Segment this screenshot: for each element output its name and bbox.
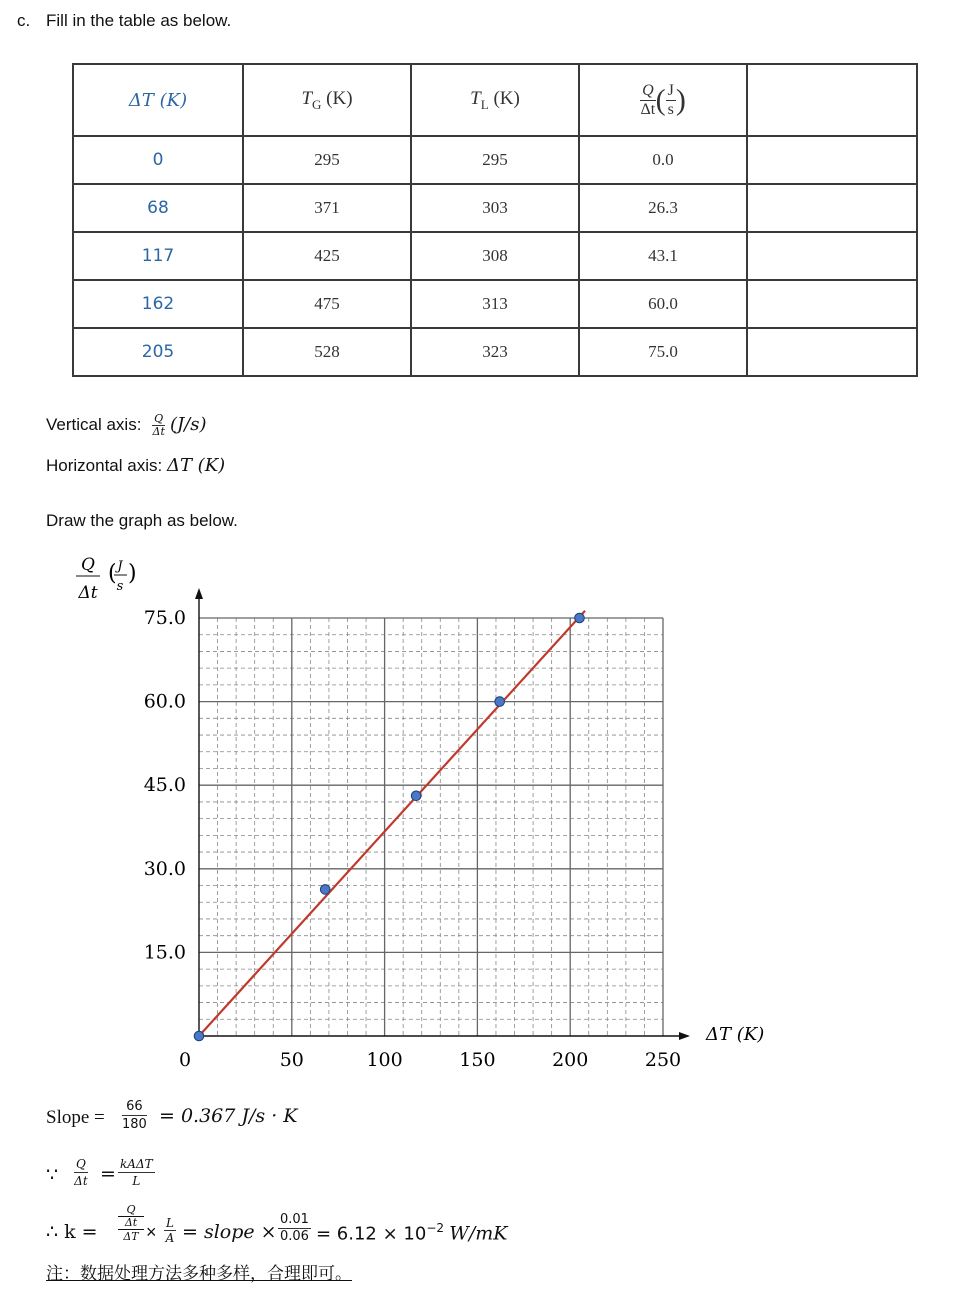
vertical-axis-prefix: Vertical axis: — [46, 414, 142, 434]
header-extra — [747, 64, 917, 136]
y-label-den: Δt — [78, 583, 98, 603]
cell-tl: 295 — [411, 136, 579, 184]
cell-extra — [747, 136, 917, 184]
cell-tg: 295 — [243, 136, 411, 184]
k-line — [46, 1204, 566, 1256]
grid-major — [199, 618, 663, 1036]
chart-axes — [195, 588, 690, 1040]
data-point — [411, 791, 421, 801]
intro-text: Fill in the table as below. — [46, 11, 232, 30]
k-num-bottom: Δt — [118, 1217, 144, 1230]
cell-dt: 68 — [73, 184, 243, 232]
data-point — [320, 885, 330, 895]
x-tick-label: 150 — [459, 1049, 496, 1071]
cell-rate: 0.0 — [579, 136, 747, 184]
x-tick-label: 50 — [279, 1049, 304, 1071]
cell-rate: 26.3 — [579, 184, 747, 232]
x-tick-label: 100 — [366, 1049, 403, 1071]
y-label-unit-num: J — [117, 559, 123, 574]
y-label-num: Q — [81, 555, 95, 575]
data-point — [495, 697, 505, 707]
data-table — [72, 63, 918, 377]
table-row — [73, 136, 917, 184]
k-num-top: Q — [118, 1204, 144, 1217]
times-sign: × — [146, 1222, 157, 1242]
cell-tl: 313 — [411, 280, 579, 328]
cell-dt: 117 — [73, 232, 243, 280]
eq-rhs-den: L — [132, 1174, 141, 1188]
cell-tg: 371 — [243, 184, 411, 232]
grid-minor — [199, 618, 663, 1036]
x-axis-label: ΔT (K) — [706, 1024, 765, 1045]
y-axis-label — [76, 555, 137, 603]
eq-sign: = — [100, 1163, 116, 1185]
cell-extra — [747, 280, 917, 328]
x-tick-label: 250 — [644, 1049, 682, 1071]
eq-den: Δt — [74, 1174, 88, 1188]
y-label-unit-den: s — [116, 579, 124, 594]
fit-line — [199, 611, 585, 1036]
k-unit: W/mK — [449, 1222, 508, 1245]
cell-extra — [747, 184, 917, 232]
therefore-k: ∴ k = — [46, 1221, 98, 1243]
x-axis-arrow — [679, 1032, 690, 1040]
eq-num: Q — [76, 1157, 86, 1171]
cell-extra — [747, 232, 917, 280]
l-den: A — [165, 1231, 175, 1245]
table-row — [73, 232, 917, 280]
y-tick-label: 30.0 — [143, 857, 186, 880]
ratio-num: 0.01 — [280, 1212, 309, 1227]
horizontal-axis-prefix: Horizontal axis: — [46, 456, 163, 475]
ratio-den: 0.06 — [280, 1229, 309, 1244]
cell-tg: 528 — [243, 328, 411, 376]
x-tick-label: 200 — [552, 1049, 589, 1071]
data-point — [575, 613, 585, 623]
table-header-row — [73, 64, 917, 136]
table-row — [73, 328, 917, 376]
x-tick-label: 0 — [178, 1049, 192, 1071]
graph-intro: Draw the graph as below. — [46, 511, 238, 530]
cell-tl: 308 — [411, 232, 579, 280]
y-tick-labels — [144, 607, 186, 963]
k-result-group — [316, 1221, 507, 1245]
eq-rhs-num: kAΔT — [120, 1157, 153, 1171]
header-delta-t: ΔT (K) — [73, 64, 243, 136]
y-axis-arrow — [195, 588, 203, 599]
k-result: = 6.12 × 10 — [316, 1223, 427, 1245]
cell-dt: 162 — [73, 280, 243, 328]
cell-tl: 303 — [411, 184, 579, 232]
y-tick-label: 75.0 — [143, 607, 186, 629]
chart — [0, 540, 956, 1085]
y-tick-label: 60.0 — [143, 690, 186, 713]
cell-rate: 75.0 — [579, 328, 747, 376]
fit-line-group — [199, 611, 585, 1036]
cell-rate: 60.0 — [579, 280, 747, 328]
because-symbol: ∵ — [46, 1165, 59, 1186]
note: 注：数据处理方法多种多样，合理即可。 — [46, 1264, 352, 1284]
cell-tg: 475 — [243, 280, 411, 328]
x-tick-labels — [179, 1049, 681, 1071]
slope-result: = 0.367 J/s · K — [159, 1105, 298, 1127]
horizontal-axis-line — [46, 455, 225, 476]
k-den: ΔT — [123, 1230, 139, 1243]
k-exponent: −2 — [426, 1221, 445, 1235]
slope-den: 180 — [122, 1117, 147, 1132]
table-row — [73, 280, 917, 328]
vertical-axis-unit: (J/s) — [169, 413, 207, 435]
cell-dt: 0 — [73, 136, 243, 184]
cell-tg: 425 — [243, 232, 411, 280]
cell-tl: 323 — [411, 328, 579, 376]
svg-text:): ) — [128, 561, 137, 586]
data-point — [194, 1031, 204, 1041]
slope-num: 66 — [122, 1098, 147, 1116]
header-rate: $\frac{Q}{\Delta t}$ ( $\frac{J}{s}$ ) — [579, 64, 747, 136]
table-row — [73, 184, 917, 232]
section-marker: c. — [17, 11, 31, 30]
header-tg: $T_G$ (K) — [243, 64, 411, 136]
l-num: L — [166, 1216, 174, 1230]
cell-extra — [747, 328, 917, 376]
vertical-axis-line: Vertical axis: $\frac{Q}{\Delta t}$ (J/s) — [46, 412, 207, 438]
cell-rate: 43.1 — [579, 232, 747, 280]
y-tick-label: 15.0 — [143, 941, 186, 964]
slope-label: Slope = — [46, 1107, 105, 1128]
header-tl: $T_L$ (K) — [411, 64, 579, 136]
svg-text:(: ( — [108, 561, 117, 586]
eq-slope: = slope × — [182, 1221, 277, 1243]
y-tick-label: 45.0 — [143, 774, 186, 797]
horizontal-axis-value: ΔT (K) — [166, 455, 226, 476]
cell-dt: 205 — [73, 328, 243, 376]
